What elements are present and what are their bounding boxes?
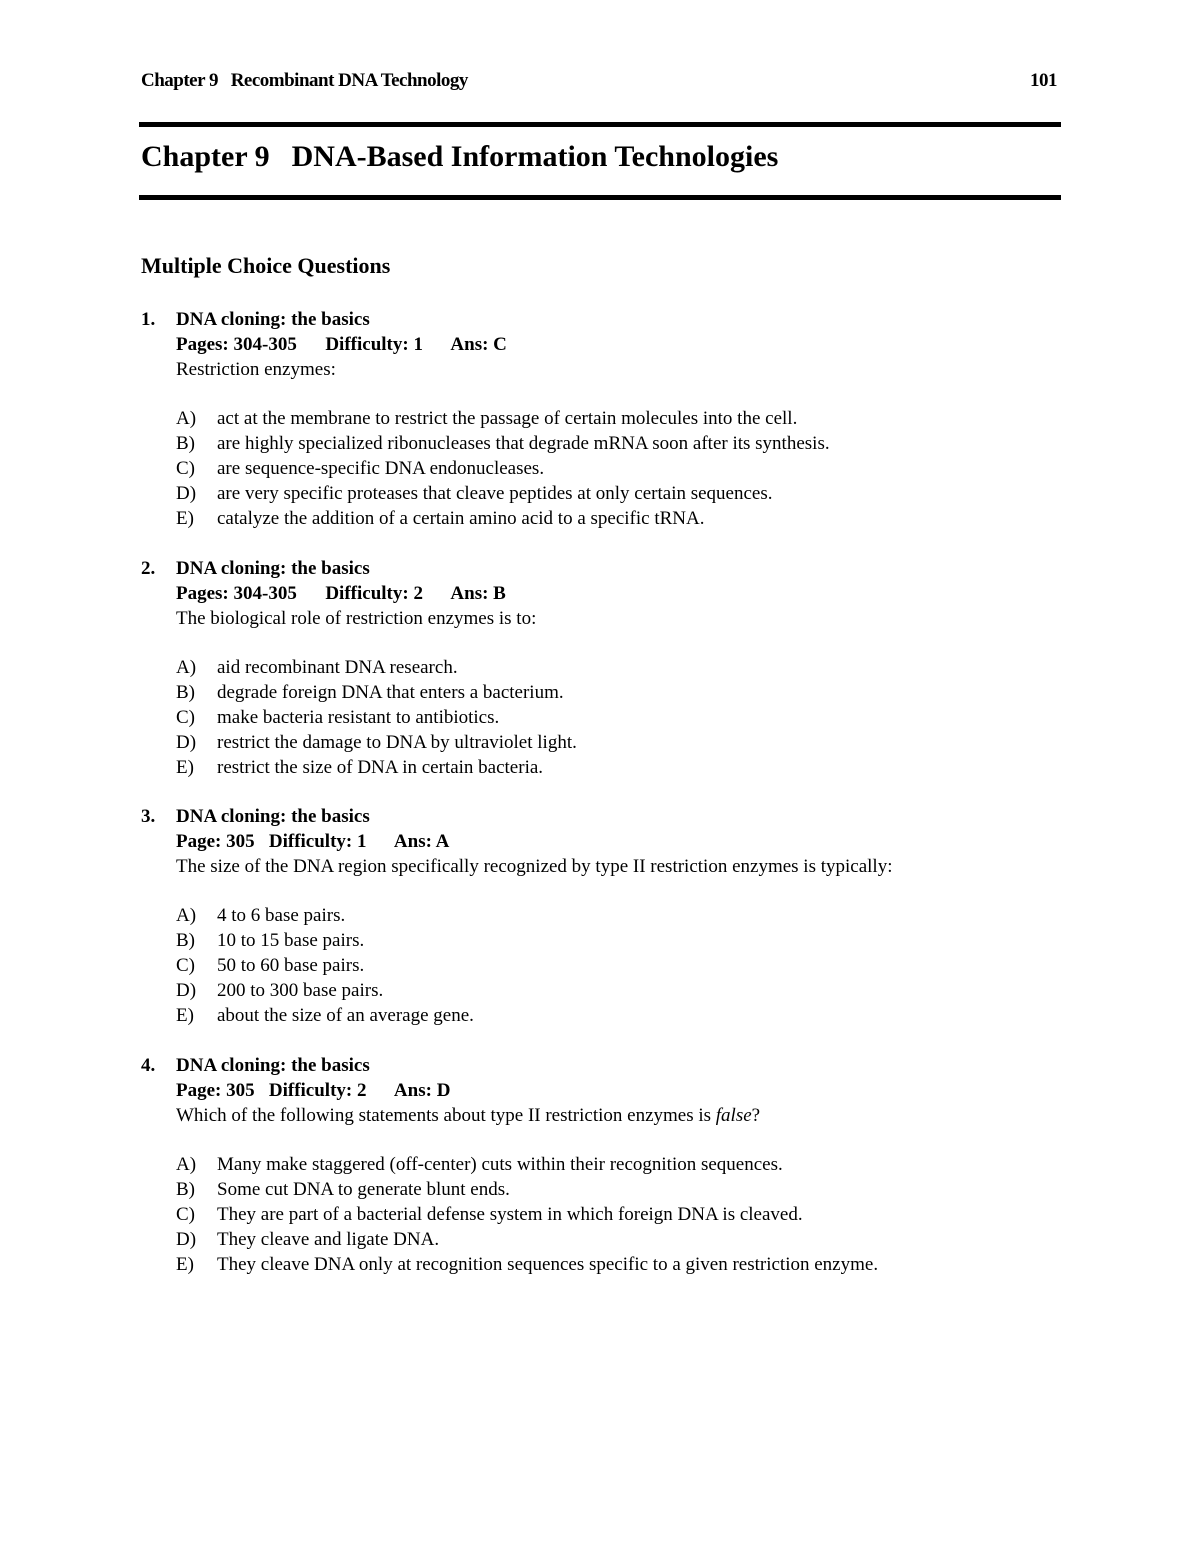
answer-option-c — [176, 705, 1061, 730]
running-header — [141, 70, 1059, 96]
option-letter: C) — [176, 955, 195, 976]
option-text: They are part of a bacterial defense system in which foreign DNA is cleaved. — [217, 1204, 803, 1225]
answer-option-e — [176, 755, 1061, 780]
option-text: 50 to 60 base pairs. — [217, 955, 365, 976]
answer-option-e — [176, 506, 1061, 531]
question-stem-end: ? — [751, 1105, 761, 1126]
chapter-name: DNA-Based Information Technologies — [291, 140, 779, 173]
option-text: 200 to 300 base pairs. — [217, 980, 384, 1001]
option-text: are very specific proteases that cleave peptides at only certain sequences. — [217, 483, 773, 504]
question-1 — [141, 307, 1061, 531]
answer-option-d — [176, 730, 1061, 755]
option-text: Some cut DNA to generate blunt ends. — [217, 1179, 510, 1200]
question-number: 1. — [141, 309, 156, 330]
option-text: They cleave DNA only at recognition sequences specific to a given restriction enzyme. — [217, 1254, 879, 1275]
question-4 — [141, 1053, 1061, 1277]
answer-option-e — [176, 1252, 1061, 1277]
answer-option-b — [176, 431, 1061, 456]
question-meta: Page: 305 Difficulty: 1 Ans: A — [176, 831, 450, 852]
question-stem-text: The biological role of restriction enzymes is to: — [176, 608, 537, 629]
question-topic: DNA cloning: the basics — [176, 558, 370, 579]
option-text: 10 to 15 base pairs. — [217, 930, 365, 951]
question-meta: Page: 305 Difficulty: 2 Ans: D — [176, 1080, 451, 1101]
option-letter: B) — [176, 930, 195, 951]
option-letter: D) — [176, 980, 197, 1001]
answer-option-d — [176, 481, 1061, 506]
question-stem — [176, 357, 1061, 382]
answer-option-c — [176, 953, 1061, 978]
page-number: 101 — [1030, 70, 1057, 91]
answer-option-b — [176, 928, 1061, 953]
answer-option-c — [176, 1202, 1061, 1227]
option-letter: E) — [176, 757, 194, 778]
question-2 — [141, 556, 1061, 780]
option-text: act at the membrane to restrict the passage of certain molecules into the cell. — [217, 408, 798, 429]
question-topic: DNA cloning: the basics — [176, 309, 370, 330]
option-text: catalyze the addition of a certain amino acid to a specific tRNA. — [217, 508, 705, 529]
question-stem — [176, 1103, 1061, 1128]
answer-option-a — [176, 903, 1061, 928]
option-letter: D) — [176, 1229, 197, 1250]
option-text: restrict the size of DNA in certain bacteria. — [217, 757, 544, 778]
question-topic: DNA cloning: the basics — [176, 1055, 370, 1076]
option-letter: A) — [176, 1154, 197, 1175]
question-stem-emphasis: false — [715, 1105, 752, 1126]
chapter-number: Chapter 9 — [141, 140, 270, 173]
question-stem-text: Restriction enzymes: — [176, 359, 336, 380]
question-number: 2. — [141, 558, 156, 579]
option-text: degrade foreign DNA that enters a bacterium. — [217, 682, 564, 703]
option-text: aid recombinant DNA research. — [217, 657, 458, 678]
option-letter: E) — [176, 508, 194, 529]
option-text: restrict the damage to DNA by ultraviolet light. — [217, 732, 577, 753]
answer-option-d — [176, 1227, 1061, 1252]
option-letter: A) — [176, 905, 197, 926]
question-stem-text: The size of the DNA region specifically recognized by type II restriction enzymes is typically: — [176, 856, 893, 877]
answer-option-b — [176, 1177, 1061, 1202]
option-letter: D) — [176, 732, 197, 753]
option-text: make bacteria resistant to antibiotics. — [217, 707, 500, 728]
answer-option-b — [176, 680, 1061, 705]
answer-option-d — [176, 978, 1061, 1003]
option-letter: C) — [176, 458, 195, 479]
chapter-title — [141, 140, 778, 174]
answer-option-a — [176, 1152, 1061, 1177]
answer-options — [176, 1152, 1061, 1277]
option-letter: B) — [176, 682, 195, 703]
option-letter: A) — [176, 657, 197, 678]
option-text: Many make staggered (off-center) cuts within their recognition sequences. — [217, 1154, 783, 1175]
question-meta: Pages: 304-305 Difficulty: 2 Ans: B — [176, 583, 506, 604]
option-letter: B) — [176, 1179, 195, 1200]
title-rule-top — [139, 122, 1061, 127]
option-letter: B) — [176, 433, 195, 454]
question-3 — [141, 804, 1061, 1028]
option-letter: C) — [176, 707, 195, 728]
section-heading: Multiple Choice Questions — [141, 253, 391, 278]
question-stem — [176, 606, 1061, 631]
question-stem-text: Which of the following statements about type II restriction enzymes is — [176, 1105, 716, 1126]
option-text: about the size of an average gene. — [217, 1005, 474, 1026]
option-letter: E) — [176, 1254, 194, 1275]
question-topic: DNA cloning: the basics — [176, 806, 370, 827]
answer-options — [176, 655, 1061, 780]
answer-options — [176, 903, 1061, 1028]
question-meta: Pages: 304-305 Difficulty: 1 Ans: C — [176, 334, 507, 355]
answer-option-e — [176, 1003, 1061, 1028]
option-letter: A) — [176, 408, 197, 429]
answer-option-c — [176, 456, 1061, 481]
option-letter: D) — [176, 483, 197, 504]
question-number: 4. — [141, 1055, 156, 1076]
answer-option-a — [176, 406, 1061, 431]
answer-options — [176, 406, 1061, 531]
option-text: 4 to 6 base pairs. — [217, 905, 346, 926]
option-letter: E) — [176, 1005, 194, 1026]
option-text: They cleave and ligate DNA. — [217, 1229, 440, 1250]
answer-option-a — [176, 655, 1061, 680]
title-rule-bottom — [139, 195, 1061, 200]
question-stem — [176, 854, 1061, 879]
option-text: are sequence-specific DNA endonucleases. — [217, 458, 545, 479]
running-header-title: Chapter 9 Recombinant DNA Technology — [141, 70, 468, 91]
question-number: 3. — [141, 806, 156, 827]
option-text: are highly specialized ribonucleases that degrade mRNA soon after its synthesis. — [217, 433, 830, 454]
option-letter: C) — [176, 1204, 195, 1225]
